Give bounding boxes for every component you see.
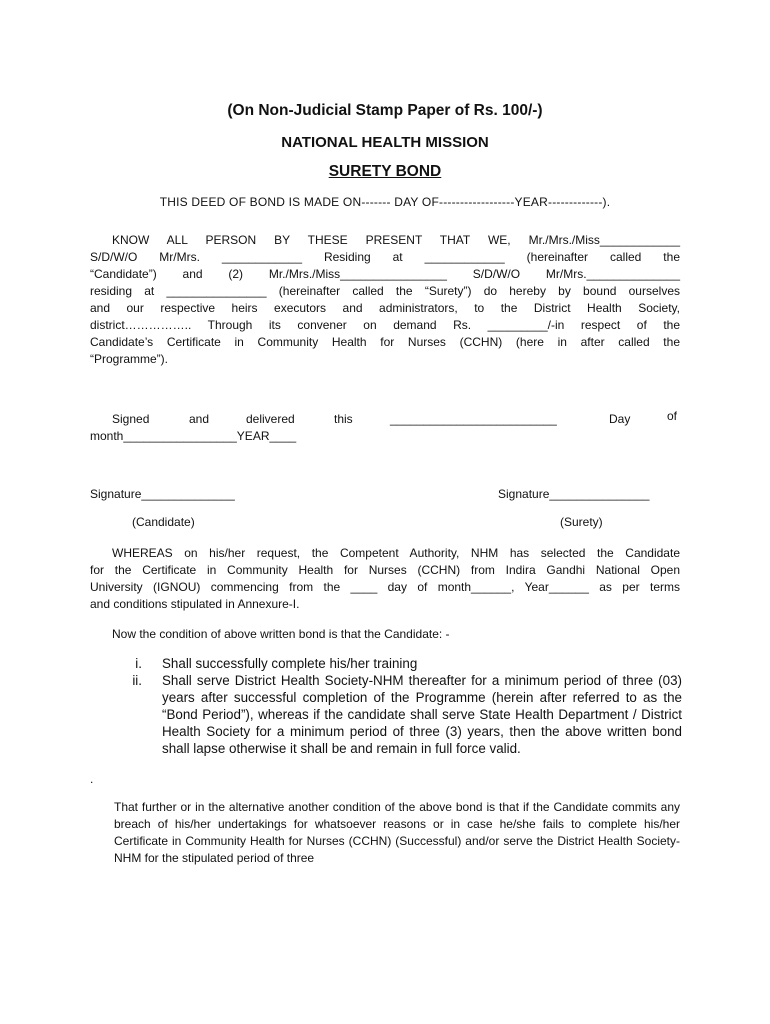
parties-line: district…………….. Through its convener on demand Rs. _________/-in respect of the [90,318,680,332]
candidate-signature-line: Signature______________ [90,487,235,501]
parties-line: KNOW ALL PERSON BY THESE PRESENT THAT WE, Mr./Mrs./Miss____________ [112,233,680,247]
signed-word: and [189,412,210,426]
parties-line: “Candidate”) and (2) Mr./Mrs./Miss________________ S/D/W/O Mr/Mrs.______________ [90,267,680,281]
signed-word: this [334,412,353,426]
signed-word: Signed [112,412,150,426]
condition-text: Shall serve District Health Society-NHM thereafter for a minimum period of three (03) years after successful completion of the Programme (herein after referred to as the “Bond Period”), whereas if the candidate shall serve State Health Department / District Health Society for a minimum period of three (3) years, then the above written bond shall lapse otherwise it shall be and remain in full force valid. [162,673,682,756]
signed-word: delivered [246,412,295,426]
condition-text: Shall successfully complete his/her training [162,656,418,671]
stray-mark: . [90,772,94,786]
organization-heading: NATIONAL HEALTH MISSION [281,134,489,151]
whereas-line: WHEREAS on his/her request, the Competent Authority, NHM has selected the Candidate [112,546,680,560]
candidate-label: (Candidate) [132,515,195,529]
signed-word: Day [609,412,631,426]
condition-number: ii. [132,673,142,688]
conditions-list [112,655,682,757]
condition-item [112,655,682,672]
signed-word: of [667,409,678,423]
parties-line: and our respective heirs executors and administrators, to the District Health Society, [90,301,680,315]
surety-label: (Surety) [560,515,603,529]
parties-line: “Programme”). [90,352,169,366]
month-year-line: month_________________YEAR____ [90,429,297,443]
parties-line: residing at _______________ (hereinafter called the “Surety”) do hereby by bound ourselves [90,284,680,298]
further-condition-paragraph: That further or in the alternative another condition of the above bond is that if the Candidate commits any breach of his/her undertakings for whatsoever reasons or in case he/she fails to complete his/her Certificate in Community Health for Nurses (CCHN) (Successful) and/or serve the District Health Society-NHM for the stipulated period of three [114,800,680,865]
condition-intro: Now the condition of above written bond is that the Candidate: - [112,627,450,641]
parties-line: S/D/W/O Mr/Mrs. ____________ Residing at ____________ (hereinafter called the [90,250,680,264]
stamp-paper-note: (On Non-Judicial Stamp Paper of Rs. 100/-) [227,102,543,119]
day-blank: _________________________ [390,412,557,426]
deed-line: THIS DEED OF BOND IS MADE ON------- DAY OF------------------YEAR-------------). [159,195,611,209]
parties-paragraph [90,232,680,368]
whereas-line: for the Certificate in Community Health for Nurses (CCHN) from Indira Gandhi National Open [90,563,680,577]
condition-number: i. [135,656,142,671]
whereas-line: and conditions stipulated in Annexure-I. [90,597,300,611]
condition-item [112,672,682,757]
parties-line: Candidate’s Certificate in Community Health for Nurses (CCHN) (here in after called the [90,335,680,349]
surety-signature-line: Signature_______________ [498,487,650,501]
whereas-line: University (IGNOU) commencing from the ____ day of month______, Year______ as per terms [90,580,680,594]
document-title: SURETY BOND [328,163,442,180]
whereas-paragraph [90,545,680,613]
